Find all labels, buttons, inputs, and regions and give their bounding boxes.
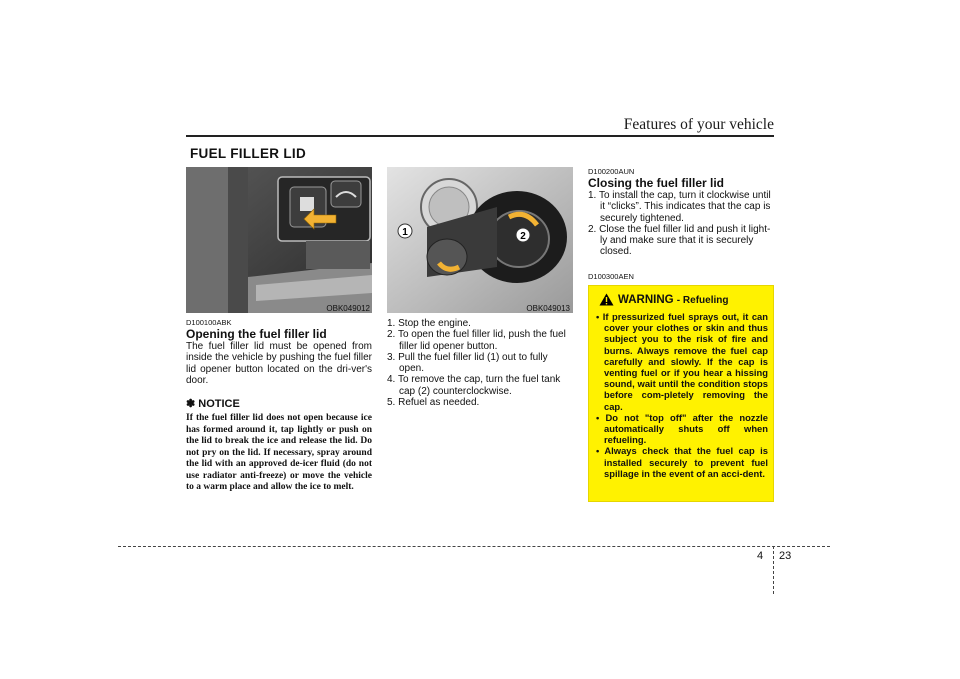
list-item: 3. Pull the fuel filler lid (1) out to fully open. [387, 351, 548, 375]
notice-label: NOTICE [198, 398, 240, 410]
list-item: • If pressurized fuel sprays out, it can cover your clothes or skin and thus subject you to the risk of fire and burns. Always remove the fuel cap carefully and slowly. If the cap is venting fuel or if you hear a hissing sound, wait until the condition stops before com-pletely removing the cap. [596, 311, 768, 412]
section-title: FUEL FILLER LID [190, 146, 306, 161]
warning-triangle-icon [599, 293, 614, 306]
footer-rule [118, 546, 830, 547]
opening-text: The fuel filler lid must be opened from inside the vehicle by pushing the fuel filler lid opener button located on the dri-ver's door. [186, 341, 372, 386]
list-item: 5. Refuel as needed. [387, 397, 480, 409]
list-item: • Always check that the fuel cap is installed securely to prevent fuel spillage in the event of an acci-dent. [596, 445, 768, 479]
section-code: D100100ABK [186, 318, 232, 327]
list-item: 2. Close the fuel filler lid and push it light-ly and make sure that it is securely closed. [588, 223, 771, 258]
figure-caption: OBK049013 [526, 304, 570, 313]
header-title: Features of your vehicle [623, 116, 774, 133]
page-number: 23 [779, 550, 792, 562]
figure-caption: OBK049012 [326, 304, 370, 313]
list-item: 2. To open the fuel filler lid, push the fuel filler lid opener button. [387, 329, 566, 352]
list-item: 1. Stop the engine. [387, 318, 471, 329]
closing-steps [588, 190, 774, 258]
opening-heading: Opening the fuel filler lid [186, 327, 327, 341]
closing-heading: Closing the fuel filler lid [588, 176, 725, 190]
figure-marker-2: 2 [520, 231, 526, 242]
section-code: D100200AUN [588, 167, 635, 176]
figure-marker-1: 1 [402, 227, 408, 238]
chapter-number: 4 [757, 550, 764, 562]
warning-label: WARNING [618, 294, 674, 306]
warning-subtitle: - Refueling [676, 295, 729, 306]
list-item: 4. To remove the cap, turn the fuel tank cap (2) counterclockwise. [387, 374, 561, 397]
opening-steps [387, 318, 573, 408]
header-rule [186, 135, 774, 137]
list-item: 1. To install the cap, turn it clockwise until it “clicks”. This indicates that the cap is securely tightened. [588, 190, 771, 224]
door-switch-photo [186, 167, 372, 313]
fuel-filler-photo [387, 167, 573, 313]
section-code: D100300AEN [588, 272, 634, 281]
notice-text: If the fuel filler lid does not open because ice has formed around it, tap lightly or push on the lid to break the ice and release the lid. Do not pry on the lid. If necessary, spray around the lid with an approved de-icer fluid (do not use radiator anti-freeze) or move the vehicle to a warm place and allow the ice to melt. [186, 413, 372, 492]
warning-title [618, 294, 728, 306]
notice-title [186, 397, 240, 410]
list-item: • Do not "top off" after the nozzle automatically shuts off when refueling. [596, 411, 768, 446]
notice-icon: ✽ [186, 398, 196, 410]
warning-list [594, 311, 768, 479]
page-divider [773, 546, 775, 594]
